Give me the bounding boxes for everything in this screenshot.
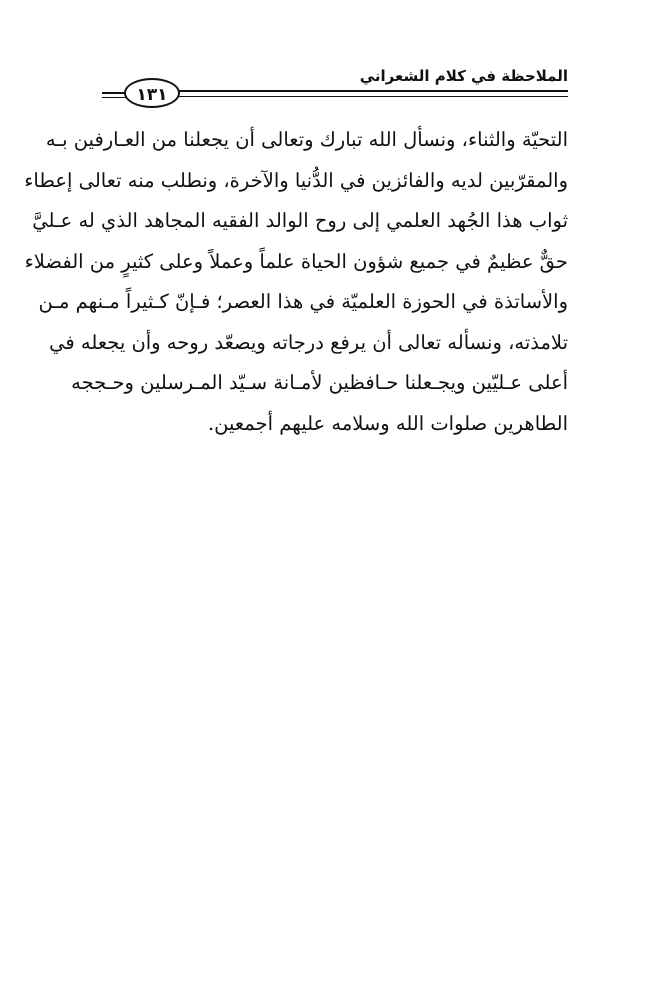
header-rule-left-thick — [102, 92, 126, 94]
text-line: أعلى عـليّين ويجـعلنا حـافظين لأمـانة سـيّد المـرسلين وحـججه — [71, 371, 568, 394]
page-number-oval: ١٣١ — [124, 78, 180, 108]
header-rule-thin — [156, 96, 568, 97]
body-text — [24, 120, 568, 444]
page-header — [96, 66, 568, 110]
header-rule-thick — [156, 90, 568, 92]
text-line: والأساتذة في الحوزة العلميّة في هذا العصر؛ فـإنّ كـثيراً مـنهم مـن — [38, 290, 568, 313]
text-line: التحيّة والثناء، ونسأل الله تبارك وتعالى أن يجعلنا من العـارفين بـه — [45, 128, 568, 151]
text-line: حقٌّ عظيمٌ في جميع شؤون الحياة علماً وعملاً وعلى كثيرٍ من الفضلاء — [24, 249, 568, 273]
text-line: تلامذته، ونسأله تعالى أن يرفع درجاته ويصعّد روحه وأن يجعله في — [49, 330, 568, 354]
text-line: ثواب هذا الجُهد العلمي إلى روح الوالد الفقيه المجاهد الذي له عـليَّ — [32, 209, 568, 232]
text-line-last: الطاهرين صلوات الله وسلامه عليهم أجمعين. — [207, 411, 568, 435]
header-rule-left-thin — [102, 97, 126, 98]
running-title: الملاحظة في كلام الشعراني — [359, 67, 568, 85]
text-line: والمقرّبين لديه والفائزين في الدُّنيا والآخرة، ونطلب منه تعالى إعطاء — [24, 168, 568, 192]
